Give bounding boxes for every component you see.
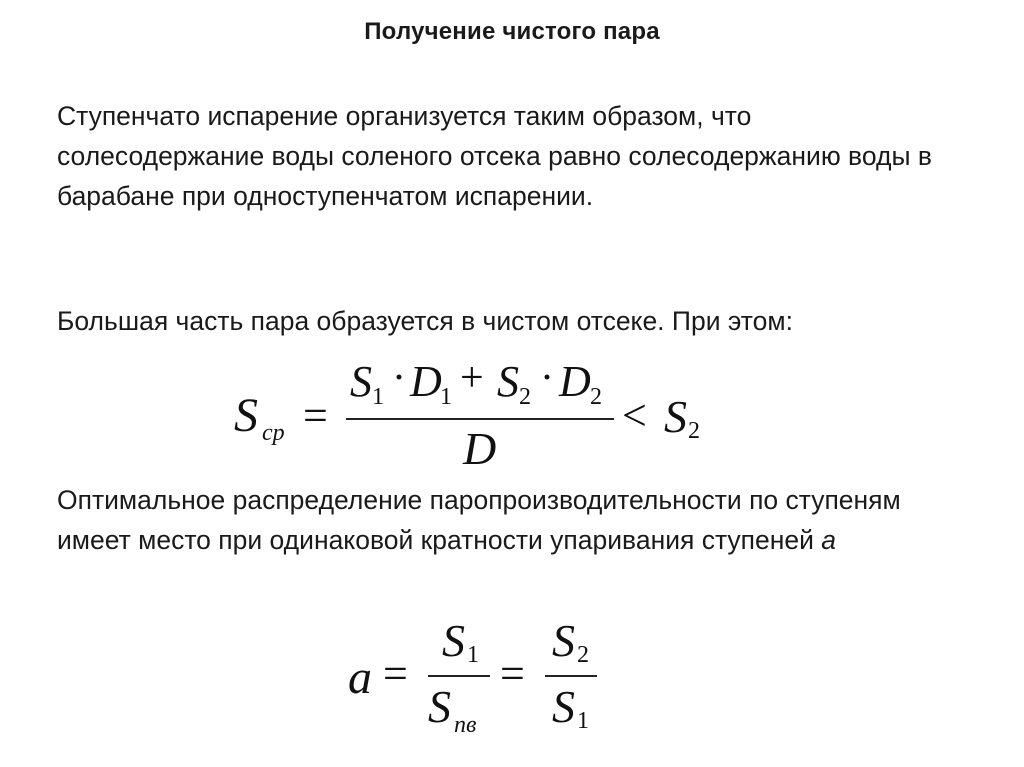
formula2-frac2-num: S xyxy=(552,615,575,666)
formula2-frac2-num-subscript: 2 xyxy=(577,642,589,668)
formula2-frac2-den-subscript: 1 xyxy=(577,708,589,734)
formula1-rhs-symbol: S xyxy=(664,391,687,442)
formula2-frac1-den-subscript: пв xyxy=(454,712,477,738)
formula1-num-s1: S xyxy=(350,357,372,406)
formula1-num-s2-subscript: 2 xyxy=(519,384,531,410)
paragraph-steam-clean-compartment: Большая часть пара образуется в чистом отсеке. При этом: xyxy=(57,306,793,336)
formula1-equals: = xyxy=(303,391,328,440)
formula1-lhs-symbol: S xyxy=(234,389,258,442)
slide-title: Получение чистого пара xyxy=(364,18,660,45)
formula1-plus: + xyxy=(460,355,484,401)
formula1-num-s1-subscript: 1 xyxy=(372,384,384,410)
formula2-frac1-num: S xyxy=(442,615,465,666)
formula1-denominator: D xyxy=(463,423,497,474)
ratio-variable: а xyxy=(821,525,837,555)
formula1-dot1: · xyxy=(392,355,406,401)
formula1-fraction-bar xyxy=(346,418,614,420)
formula2-frac2-bar xyxy=(545,675,597,677)
formula2-frac1-bar xyxy=(428,675,490,677)
formula2-equals2: = xyxy=(500,649,525,698)
formula1-num-d1: D xyxy=(410,357,442,406)
formula2-lhs: a xyxy=(348,651,372,704)
formula1-less-than: < xyxy=(622,391,647,440)
formula1-rhs-subscript: 2 xyxy=(688,418,700,444)
formula1-num-d1-subscript: 1 xyxy=(440,384,452,410)
paragraph-optimal-distribution-text: Оптимальное распределение паропроизводительности по ступеням имеет место при одинаковой кратности упаривания ступеней xyxy=(57,485,901,555)
paragraph-optimal-distribution xyxy=(57,480,957,560)
formula2-frac1-num-subscript: 1 xyxy=(467,642,479,668)
formula2-frac2-den: S xyxy=(552,681,575,732)
formula1-num-d2-subscript: 2 xyxy=(590,384,602,410)
formula1-dot2: · xyxy=(540,355,554,401)
formula2-equals1: = xyxy=(383,649,408,698)
formula1-num-s2: S xyxy=(497,357,519,406)
formula2-frac1-den: S xyxy=(428,681,451,732)
formula1-lhs-subscript: ср xyxy=(262,420,285,446)
paragraph-stepped-evaporation: Ступенчато испарение организуется таким образом, что солесодержание воды соленого отсека равно солесодержанию воды в барабане при одноступенчатом испарении. xyxy=(57,101,932,211)
formula1-num-d2: D xyxy=(559,357,591,406)
